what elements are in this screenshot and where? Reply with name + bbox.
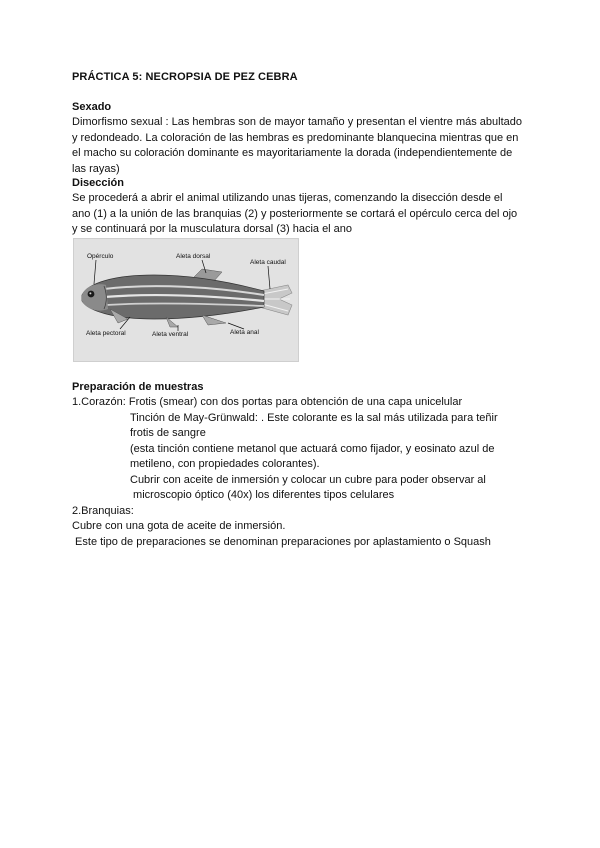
label-aleta-dorsal: Aleta dorsal — [176, 253, 211, 260]
label-aleta-pectoral: Aleta pectoral — [86, 330, 126, 337]
cubre-line: Cubre con una gota de aceite de inmersión. — [72, 520, 286, 532]
label-aleta-ventral: Aleta ventral — [152, 331, 189, 338]
section-heading-sexado: Sexado — [72, 101, 112, 113]
diseccion-line-3: y se continuará por la musculatura dorsal (3) hacia el ano — [72, 223, 353, 235]
tincion-line-2: frotis de sangre — [130, 427, 206, 439]
tincion-line-1: Tinción de May-Grünwald: . Este colorante es la sal más utilizada para teñir — [130, 411, 498, 424]
label-operculo: Opérculo — [87, 253, 114, 260]
diseccion-line-2: ano (1) a la unión de las branquias (2) y posteriormente se cortará el opérculo cerca del ojo — [72, 207, 518, 220]
zebrafish-figure — [73, 238, 299, 362]
corazon-line: 1.Corazón: Frotis (smear) con dos portas para obtención de una capa unicelular — [72, 396, 463, 408]
sexado-line-1: Dimorfismo sexual : Las hembras son de mayor tamaño y presentan el vientre más abultado — [72, 116, 522, 128]
sexado-line-2: y redondeado. La coloración de las hembras es predominante blanquecina mientras que en — [72, 131, 519, 144]
section-heading-diseccion: Disección — [72, 177, 124, 189]
page-title: PRÁCTICA 5: NECROPSIA DE PEZ CEBRA — [72, 71, 298, 83]
sexado-line-3: el macho su coloración dominante es mayoritariamente la dorada (independientemente de — [72, 147, 513, 159]
tincion-line-4: metileno, con propiedades colorantes). — [130, 458, 320, 470]
cubrir-line-1: Cubrir con aceite de inmersión y colocar un cubre para poder observar al — [130, 473, 486, 486]
sexado-line-4: las rayas) — [72, 162, 120, 175]
cubrir-line-2: microscopio óptico (40x) los diferentes tipos celulares — [130, 489, 395, 501]
diseccion-line-1: Se procederá a abrir el animal utilizando unas tijeras, comenzando la disección desde el — [72, 192, 503, 204]
label-aleta-anal: Aleta anal — [230, 329, 259, 336]
squash-line: Este tipo de preparaciones se denominan preparaciones por aplastamiento o Squash — [72, 535, 491, 548]
branquias-line: 2.Branquias: — [72, 504, 134, 517]
tincion-line-3: (esta tinción contiene metanol que actuará como fijador, y eosinato azul de — [130, 442, 495, 455]
section-heading-preparacion: Preparación de muestras — [72, 381, 204, 393]
label-aleta-caudal: Aleta caudal — [250, 259, 286, 266]
